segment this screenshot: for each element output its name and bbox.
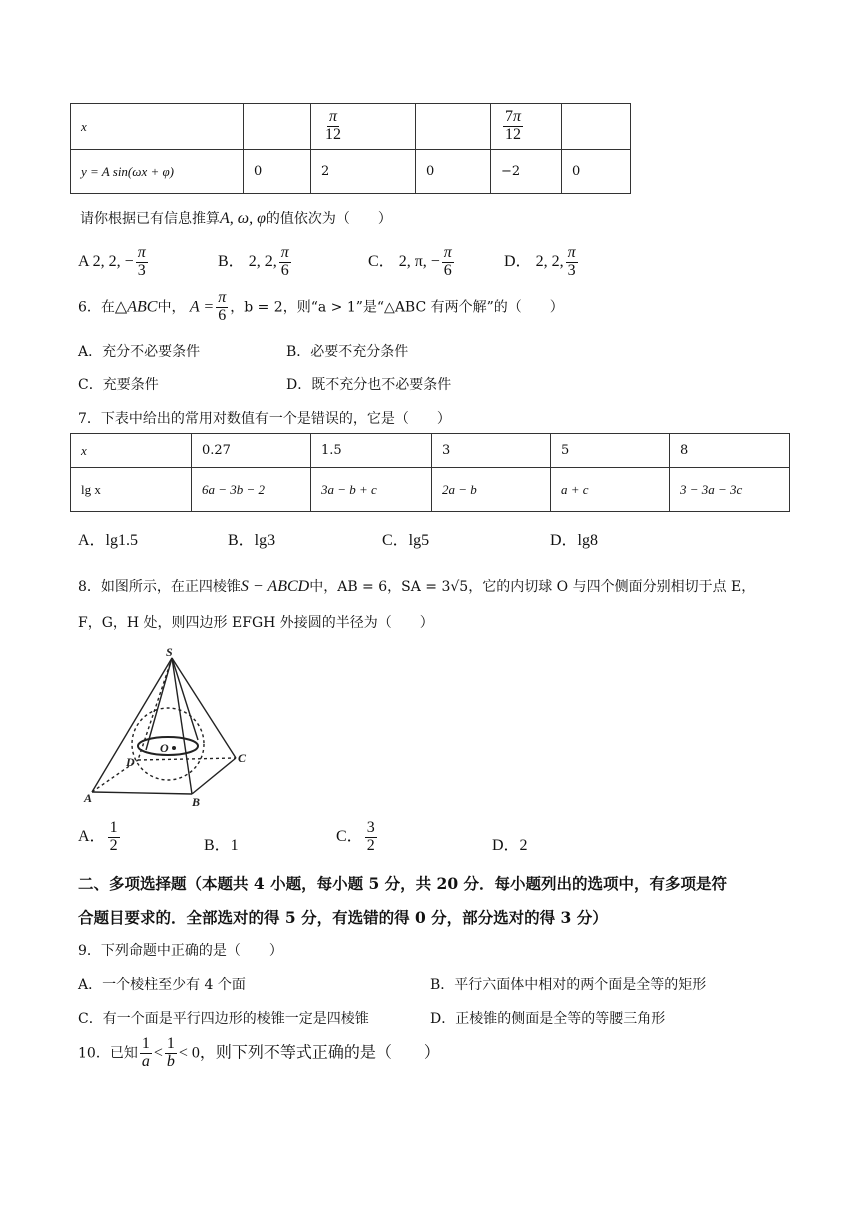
- section2-heading-line1: 二、多项选择题（本题共 4 小题，每小题 5 分，共 20 分．每小题列出的选项中，有多项是符: [78, 874, 728, 893]
- q7-option-d: D．lg8: [550, 532, 599, 549]
- edge-ab: [92, 792, 192, 794]
- q8-line2: F，G，H 处，则四边形 EFGH 外接圆的半径为（ ）: [78, 615, 434, 631]
- q9-prompt: 9．下列命题中正确的是（ ）: [78, 943, 283, 959]
- q8-option-a: A． $\frac{1}{2}$: [78, 819, 118, 854]
- table1-y-header: y = A sin(ωx + φ): [71, 150, 244, 194]
- table2-cell: 2a − b: [432, 468, 551, 512]
- label-c: C: [238, 751, 247, 765]
- section2-heading-line2: 合题目要求的．全部选对的得 5 分，有选错的得 0 分，部分选对的得 3 分）: [78, 908, 608, 927]
- label-o: O: [160, 741, 169, 755]
- q5-option-d: D． 2, 2, $\frac{\pi}{3}$: [504, 244, 576, 279]
- q9-option-d: D．正棱锥的侧面是全等的等腰三角形: [430, 1011, 666, 1027]
- q6-prompt: 6．在△ABC中， A = $\frac{\pi}{6}$ ，b = 2，则“a > 1”是“△ABC 有两个解”的（ ）: [78, 289, 564, 324]
- q8-option-d: D．2: [492, 837, 528, 854]
- table1-cell: 2: [311, 150, 416, 194]
- q8-option-c: C． $\frac{3}{2}$: [336, 819, 375, 854]
- table1-cell: $\frac{\pi}{12}$: [311, 104, 416, 150]
- table2-row-label: lg x: [71, 468, 192, 512]
- table2-header: 1.5: [311, 434, 432, 468]
- table2-header: 8: [670, 434, 790, 468]
- table1-cell: [416, 104, 491, 150]
- table2-cell: 3 − 3a − 3c: [670, 468, 790, 512]
- q7-option-b: B．lg3: [228, 532, 276, 549]
- edge-sa: [92, 658, 172, 792]
- pyramid-figure: [80, 640, 260, 810]
- table1-cell: 0: [416, 150, 491, 194]
- q9-option-b: B．平行六面体中相对的两个面是全等的矩形: [430, 977, 707, 993]
- q7-prompt: 7．下表中给出的常用对数值有一个是错误的，它是（ ）: [78, 411, 451, 427]
- table-logarithms: [70, 433, 790, 512]
- q6-option-d: D．既不充分也不必要条件: [286, 377, 452, 393]
- table1-cell: 0: [562, 150, 631, 194]
- table2-cell: a + c: [551, 468, 670, 512]
- q5-prompt: 请你根据已有信息推算A, ω, φ的值依次为（ ）: [80, 210, 392, 227]
- table-values: [70, 103, 631, 194]
- q9-option-c: C．有一个面是平行四边形的棱锥一定是四棱锥: [78, 1011, 369, 1027]
- q5-option-a: A 2, 2, − $\frac{\pi}{3}$: [78, 244, 146, 279]
- slant-line-2: [172, 658, 198, 740]
- q7-option-c: C．lg5: [382, 532, 430, 549]
- q5-option-b: B． 2, 2, $\frac{\pi}{6}$: [218, 244, 289, 279]
- q10-prompt: 10．已知 $\frac{1}{a}$ < $\frac{1}{b}$ < 0，则下列不等式正确的是（ ）: [78, 1035, 440, 1070]
- q8-option-b: B．1: [204, 837, 239, 854]
- q7-option-a: A．lg1.5: [78, 532, 139, 549]
- table2-header: 3: [432, 434, 551, 468]
- q9-option-a: A．一个棱柱至少有 4 个面: [78, 977, 246, 993]
- edge-sb: [172, 658, 192, 794]
- center-o-point: [172, 746, 176, 750]
- label-a: A: [84, 791, 93, 805]
- q8-line1: 8．如图所示，在正四棱锥S − ABCD中，AB = 6，SA = 3√5，它的内切球 O 与四个侧面分别相切于点 E，: [78, 578, 756, 595]
- table1-cell: [562, 104, 631, 150]
- table2-header: 5: [551, 434, 670, 468]
- table1-cell: [244, 104, 311, 150]
- table2-header: x: [71, 434, 192, 468]
- table1-cell: $\frac{7\pi}{12}$: [491, 104, 562, 150]
- q6-option-c: C．充要条件: [78, 377, 159, 393]
- label-b: B: [192, 795, 201, 809]
- label-d: D: [126, 755, 135, 769]
- label-s: S: [166, 645, 173, 659]
- table2-cell: 3a − b + c: [311, 468, 432, 512]
- edge-dc: [138, 758, 236, 760]
- table2-header: 0.27: [192, 434, 311, 468]
- table2-cell: 6a − 3b − 2: [192, 468, 311, 512]
- q5-option-c: C． 2, π, − $\frac{\pi}{6}$: [368, 244, 452, 279]
- table1-cell: −2: [491, 150, 562, 194]
- q6-option-a: A．充分不必要条件: [78, 344, 201, 360]
- q6-option-b: B．必要不充分条件: [286, 344, 409, 360]
- table1-x-header: x: [71, 104, 244, 150]
- table1-cell: 0: [244, 150, 311, 194]
